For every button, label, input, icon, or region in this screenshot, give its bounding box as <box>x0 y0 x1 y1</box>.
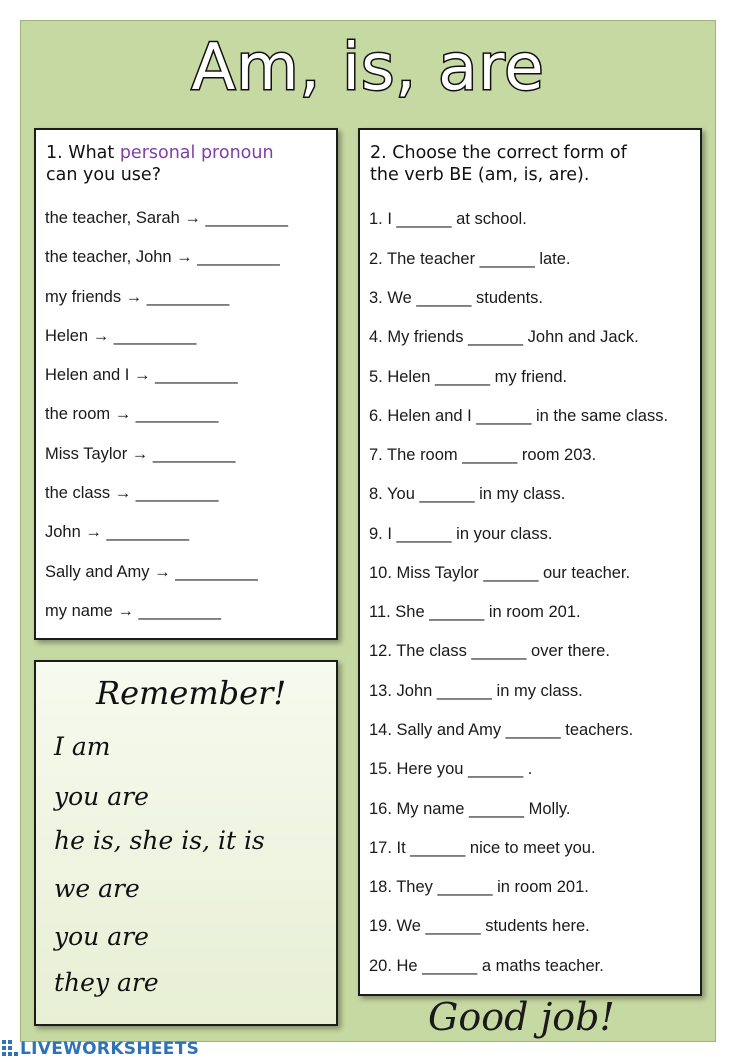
page-title: Am, is, are <box>191 31 545 105</box>
remember-line: they are <box>54 968 159 997</box>
brand-name: LIVEWORKSHEETS <box>20 1039 200 1059</box>
verb-item: 11. She ______ in room 201. <box>369 603 581 621</box>
verb-item: 16. My name ______ Molly. <box>369 800 571 818</box>
section1-heading-part2: can you use? <box>46 165 161 185</box>
pronoun-item: John → _________ <box>45 523 190 541</box>
remember-line: he is, she is, it is <box>54 826 265 855</box>
pronoun-item: the teacher, Sarah → _________ <box>45 209 289 227</box>
pronoun-item: my name → _________ <box>45 602 222 620</box>
pronoun-item: the room → _________ <box>45 405 219 423</box>
section2-heading-line1: 2. Choose the correct form of <box>370 143 627 163</box>
verb-item: 3. We ______ students. <box>369 289 543 307</box>
pronoun-item: my friends → _________ <box>45 288 230 306</box>
verb-item: 7. The room ______ room 203. <box>369 446 597 464</box>
section2-heading <box>370 142 627 186</box>
verb-item: 19. We ______ students here. <box>369 917 590 935</box>
remember-line: I am <box>54 732 111 761</box>
section1-heading-highlight: personal pronoun <box>119 143 274 163</box>
pronoun-item: Helen and I → _________ <box>45 366 238 384</box>
verb-item: 18. They ______ in room 201. <box>369 878 589 896</box>
verb-be-exercise-panel <box>358 128 702 996</box>
section2-heading-line2: the verb BE (am, is, are). <box>370 165 590 185</box>
verb-item: 9. I ______ in your class. <box>369 525 553 543</box>
verb-item: 15. Here you ______ . <box>369 760 533 778</box>
verb-item: 5. Helen ______ my friend. <box>369 368 568 386</box>
verb-item: 1. I ______ at school. <box>369 210 527 228</box>
verb-item: 6. Helen and I ______ in the same class. <box>369 407 669 425</box>
pronoun-item: Helen → _________ <box>45 327 197 345</box>
pronoun-exercise-panel <box>34 128 338 640</box>
section1-heading-part1: 1. What <box>46 143 120 163</box>
verb-item: 12. The class ______ over there. <box>369 642 610 660</box>
remember-box <box>34 660 338 1026</box>
liveworksheets-logo <box>2 1038 199 1060</box>
section1-heading <box>46 142 274 186</box>
pronoun-item: Miss Taylor → _________ <box>45 445 236 463</box>
good-job-text: Good job! <box>428 995 615 1039</box>
verb-item: 8. You ______ in my class. <box>369 485 566 503</box>
remember-line: we are <box>54 874 140 903</box>
pronoun-item: Sally and Amy → _________ <box>45 563 258 581</box>
remember-line: you are <box>54 922 149 951</box>
pronoun-item: the teacher, John → _________ <box>45 248 280 266</box>
verb-item: 14. Sally and Amy ______ teachers. <box>369 721 634 739</box>
verb-item: 17. It ______ nice to meet you. <box>369 839 596 857</box>
remember-line: you are <box>54 782 149 811</box>
verb-item: 4. My friends ______ John and Jack. <box>369 328 639 346</box>
verb-item: 20. He ______ a maths teacher. <box>369 957 604 975</box>
verb-item: 2. The teacher ______ late. <box>369 250 571 268</box>
pronoun-item: the class → _________ <box>45 484 219 502</box>
verb-item: 13. John ______ in my class. <box>369 682 583 700</box>
verb-item: 10. Miss Taylor ______ our teacher. <box>369 564 631 582</box>
remember-title: Remember! <box>96 674 287 712</box>
brand-grid-icon <box>2 1040 18 1058</box>
